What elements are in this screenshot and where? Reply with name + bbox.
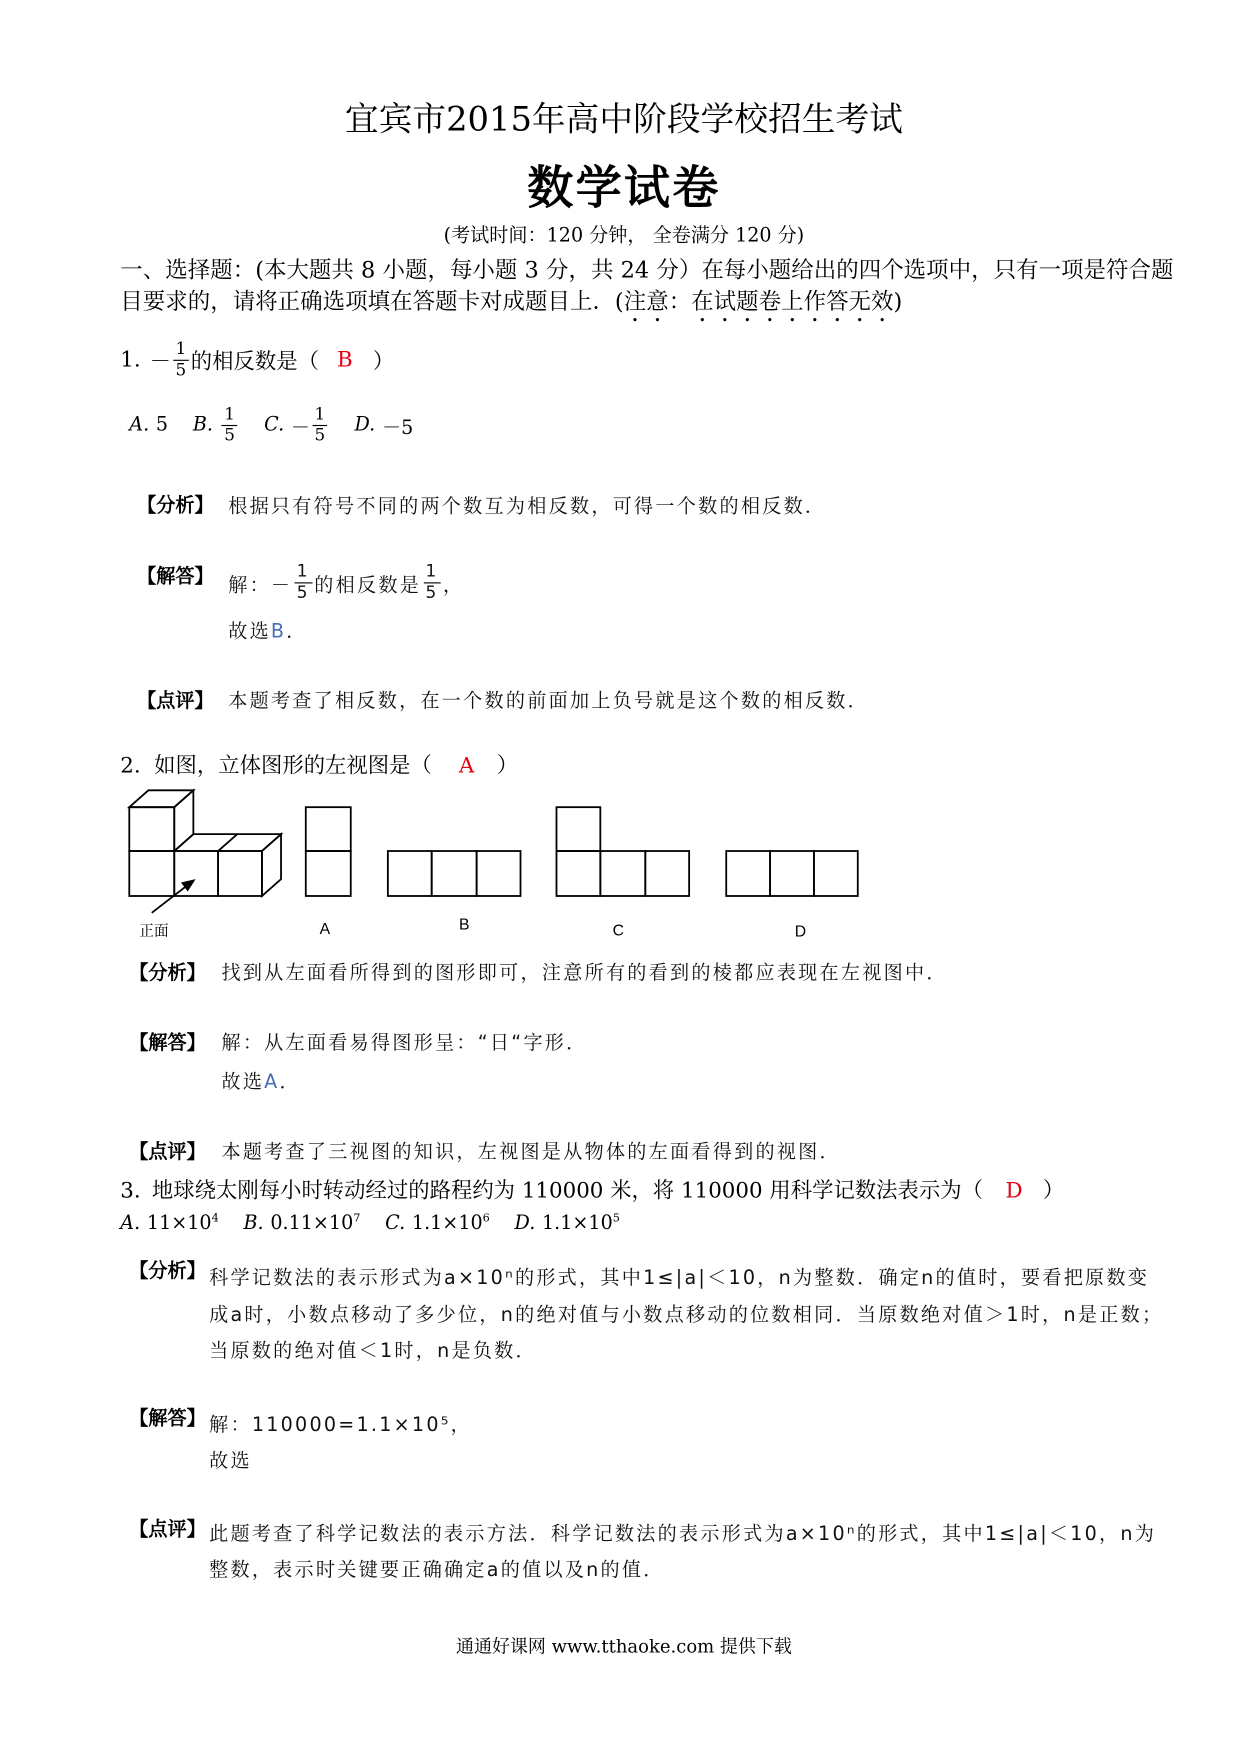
comment-tag: 【点评】 [137,690,214,713]
instructions-close: ) [893,287,903,315]
question-3-options [120,1210,644,1237]
comment-text: 本题考查了相反数，在一个数的前面加上负号就是这个数的相反数． [228,690,870,713]
option-base: 1.1×10 [542,1211,613,1235]
minus-sign: － [149,349,172,374]
view-a-square [306,851,351,896]
fraction [423,560,440,603]
minus-sign: － [270,573,293,597]
comment-tag: 【点评】 [129,1518,206,1542]
fraction-denominator: 5 [425,581,439,603]
close-paren: ） [1042,1178,1065,1203]
choose-prefix: 故选 [221,1071,265,1094]
comment-tag: 【点评】 [129,1141,206,1164]
solution-text: 解：110000=1.1×10⁵， [209,1414,473,1437]
view-c-square [645,851,689,896]
option-b [192,403,240,445]
question-text: 地球绕太刚每小时转动经过的路程约为 110000 米，将 110000 用科学记数法表示为（ [151,1178,983,1203]
analysis-text-line: 当原数的绝对值＜1时，n是负数． [209,1340,537,1363]
solution-prefix: 解： [228,573,271,597]
choose-line: 故选 [209,1450,252,1473]
question-number: 3. [120,1178,141,1203]
solution-tag: 【解答】 [137,565,214,588]
option-label: A. [120,1211,141,1235]
option-a [120,1212,218,1234]
option-base: 11×10 [146,1211,212,1235]
analysis-text: 根据只有符号不同的两个数互为相反数，可得一个数的相反数． [228,495,827,519]
exam-info: (考试时间：120 分钟， 全卷满分 120 分) [443,224,805,248]
option-value [412,1212,490,1234]
answer-letter: A [458,753,475,778]
question-text: 的相反数是（ [190,349,319,374]
choose-line [221,1070,300,1095]
instructions-emphasis: 注意：在试题卷上作答无效 [623,287,894,315]
close-paren: ） [372,349,395,374]
solution-tag: 【解答】 [129,1407,206,1430]
fraction [295,560,312,603]
option-base: 1.1×10 [411,1211,483,1235]
option-value [542,1212,620,1234]
fraction-numerator: 1 [173,340,188,360]
view-c-square [600,851,645,896]
analysis-tag: 【分析】 [129,1260,206,1283]
choose-prefix: 故选 [228,620,271,644]
answer-letter: D [1005,1178,1023,1203]
view-d-square [770,851,814,896]
option-value [270,1212,360,1234]
option-label: C. [385,1211,406,1235]
option-b [243,1212,360,1234]
minus-sign: － [290,416,311,440]
question-1-stem [120,335,394,384]
solution-end: ， [443,573,465,597]
option-value: －5 [381,416,414,440]
fraction-denominator: 5 [224,424,235,445]
comment-text-line: 整数，表示时关键要正确确定a的值以及n的值． [209,1559,665,1582]
fraction [222,403,237,445]
exam-title: 宜宾市2015年高中阶段学校招生考试 [344,100,903,140]
choose-line [228,619,307,644]
fraction-numerator: 1 [295,563,312,583]
cube-front-face [218,851,262,896]
comment-text-line: 此题考查了科学记数法的表示方法．科学记数法的表示形式为a×10ⁿ的形式，其中1≤|a|＜10，n为 [209,1523,1157,1546]
view-c-square [556,807,600,851]
view-d-square [814,851,858,896]
instructions-text: 目要求的，请将正确选项填在答题卡对成题目上．( [120,287,624,315]
cube-top-edge [218,834,237,851]
three-view-figure [112,776,876,922]
question-1-options [129,400,438,449]
front-view-label: 正面 [139,921,169,939]
view-d-square [726,851,770,896]
solution-text: 的相反数是 [314,573,422,597]
solution-line [228,558,464,607]
analysis-text-line: 科学记数法的表示形式为a×10ⁿ的形式，其中1≤|a|＜10，n为整数．确定n的值时，要看把原数变 [209,1266,1150,1290]
option-exponent: 5 [612,1212,620,1225]
view-c-square [556,851,600,896]
question-3-stem [120,1178,1064,1204]
option-label: C. [264,413,285,437]
solution-tag: 【解答】 [129,1032,206,1055]
analysis-text: 找到从左面看所得到的图形即可，注意所有的看到的棱都应表现在左视图中． [221,962,948,985]
question-number: 1. [120,347,141,373]
section-instructions-line1: 一、选择题：(本大题共 8 小题，每小题 3 分，共 24 分）在每小题给出的四个选项中，只有一项是符合题 [120,256,1174,284]
view-a-square [306,807,351,851]
question-text: 如图，立体图形的左视图是（ [154,753,432,778]
fraction-denominator: 5 [175,359,187,380]
view-label-b: B [459,915,470,934]
comment-text: 本题考查了三视图的知识，左视图是从物体的左面看得到的视图． [221,1141,841,1164]
choose-letter: B [270,620,287,644]
option-d [515,1212,620,1234]
cube-front-face [129,851,174,896]
view-b-square [432,851,477,896]
option-c [385,1212,490,1234]
fraction-numerator: 1 [222,406,237,426]
view-label-c: C [612,920,625,939]
view-label-a: A [319,919,331,938]
view-b-square [388,851,432,896]
option-label: D. [514,1211,536,1235]
fraction-numerator: 1 [423,563,440,583]
choose-letter: A [264,1071,280,1094]
option-value: 5 [155,413,169,437]
option-base: 0.11×10 [270,1211,354,1235]
option-c [264,403,330,445]
choose-end: ． [286,620,308,644]
close-paren: ） [496,753,519,778]
page-footer: 通通好课网 www.tthaoke.com 提供下载 [455,1635,792,1658]
option-label: B. [192,413,213,437]
option-exponent: 6 [482,1212,490,1225]
analysis-tag: 【分析】 [129,962,206,985]
exam-subject: 数学试卷 [527,160,721,215]
fraction-denominator: 5 [296,581,310,603]
fraction-numerator: 1 [312,406,327,426]
option-a [129,414,168,436]
answer-letter: B [336,347,353,373]
option-label: D. [354,413,376,437]
option-exponent: 4 [211,1212,219,1225]
choose-end: ． [279,1071,301,1094]
cube-front-face [129,807,174,851]
question-number: 2. [120,753,141,778]
fraction [312,403,327,445]
option-label: B. [243,1211,264,1235]
cube-side-face [262,834,281,896]
section-instructions-line2 [120,288,902,327]
fraction-denominator: 5 [314,424,326,445]
analysis-tag: 【分析】 [137,494,214,518]
view-label-d: D [794,921,807,940]
view-b-square [477,851,521,896]
option-d [354,411,413,439]
solution-text: 解：从左面看易得图形呈：“日“字形． [221,1032,588,1055]
analysis-text-line: 成a时，小数点移动了多少位，n的绝对值与小数点移动的位数相同．当原数绝对值＞1时，n是正数； [209,1304,1164,1327]
option-value [147,1212,219,1234]
view-arrow-shaft [152,886,187,913]
fraction [173,340,188,379]
option-exponent: 7 [353,1212,361,1225]
option-label: A. [129,413,150,437]
